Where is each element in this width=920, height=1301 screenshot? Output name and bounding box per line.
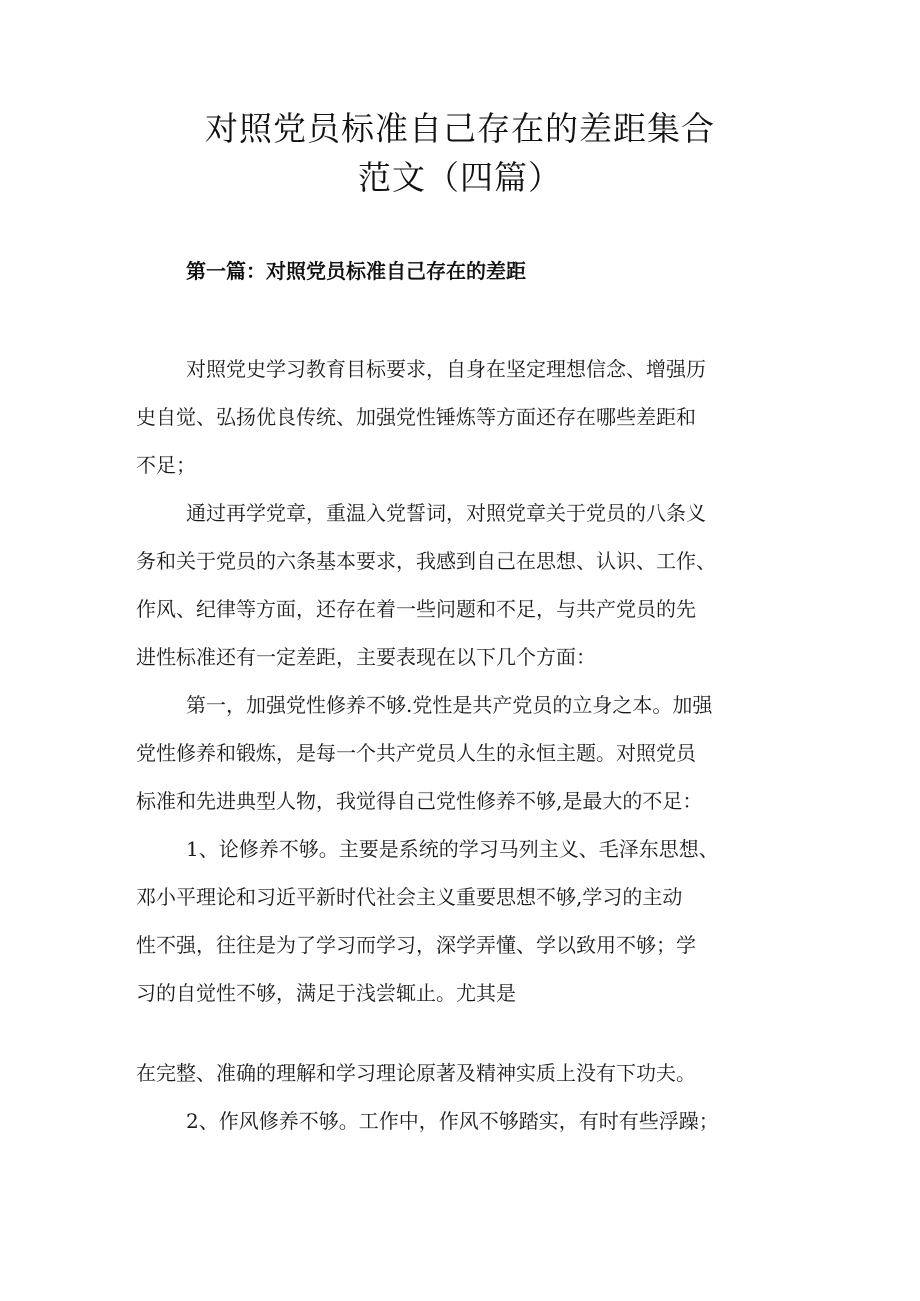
paragraph-line: 在完整、准确的理解和学习理论原著及精神实质上没有下功夫。 <box>136 1061 696 1085</box>
document-title-line1: 对照党员标准自己存在的差距集合 <box>205 109 715 148</box>
paragraph-line: 不足； <box>136 453 196 477</box>
paragraph-line: 性不强，往往是为了学习而学习，深学弄懂、学以致用不够；学 <box>136 933 696 957</box>
paragraph-line: 对照党史学习教育目标要求，自身在坚定理想信念、增强历 <box>186 357 706 381</box>
paragraph-line: 史自觉、弘扬优良传统、加强党性锤炼等方面还存在哪些差距和 <box>136 405 696 429</box>
paragraph-line: 务和关于党员的六条基本要求，我感到自己在思想、认识、工作、 <box>136 549 716 573</box>
paragraph-line: 邓小平理论和习近平新时代社会主义重要思想不够,学习的主动 <box>136 885 683 909</box>
paragraph-line: 党性修养和锻炼，是每一个共产党员人生的永恒主题。对照党员 <box>136 741 696 765</box>
paragraph-line: 作风、纪律等方面，还存在着一些问题和不足，与共产党员的先 <box>136 597 696 621</box>
paragraph-line: 习的自觉性不够，满足于浅尝辄止。尤其是 <box>136 981 516 1005</box>
document-title-line2: 范文（四篇） <box>358 158 562 197</box>
section-heading: 第一篇：对照党员标准自己存在的差距 <box>186 259 526 283</box>
paragraph-line: 标准和先进典型人物，我觉得自己党性修养不够,是最大的不足： <box>136 789 703 813</box>
paragraph-line: 2、作风修养不够。工作中，作风不够踏实，有时有些浮躁； <box>186 1109 719 1133</box>
paragraph-line: 第一，加强党性修养不够.党性是共产党员的立身之本。加强 <box>186 693 713 717</box>
paragraph-line: 1、论修养不够。主要是系统的学习马列主义、毛泽东思想、 <box>186 837 719 861</box>
paragraph-line: 进性标准还有一定差距，主要表现在以下几个方面： <box>136 645 596 669</box>
paragraph-line: 通过再学党章，重温入党誓词，对照党章关于党员的八条义 <box>186 501 706 525</box>
